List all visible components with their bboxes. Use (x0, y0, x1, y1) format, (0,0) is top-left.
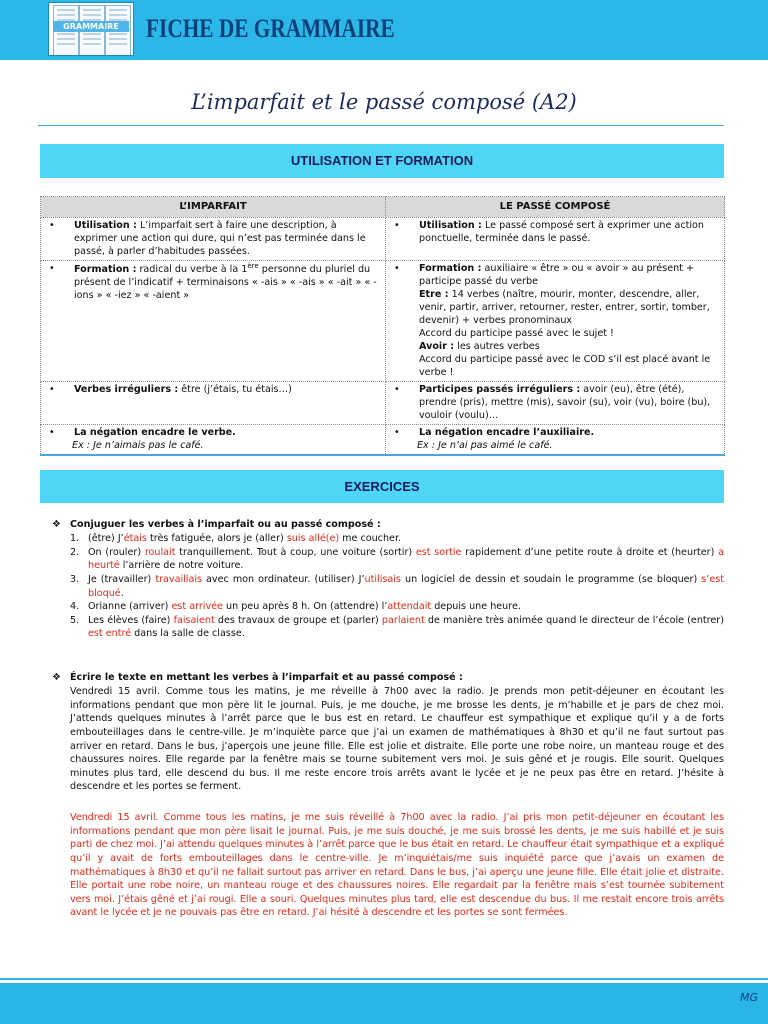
exercise-2 (52, 671, 724, 920)
answer-verb: travaillais (155, 574, 202, 586)
exercise-item-text (88, 573, 724, 600)
exercise-text-fragment: de manière très animée quand le directeur de l’école (entrer) (424, 614, 724, 626)
answer-verb: est entré (88, 628, 132, 640)
imparfait-negation: La négation encadre le verbe. (74, 427, 236, 439)
footer-bar (0, 983, 768, 1024)
exercise-2-instruction (52, 671, 724, 685)
answer-verb: attendait (387, 601, 432, 613)
exercise-1-list (52, 532, 724, 641)
table-row-utilisation (41, 217, 725, 260)
exercise-text-fragment: depuis une heure. (431, 601, 521, 613)
exercise-item (52, 600, 724, 614)
passe-compose-irreguliers: Participes passés irréguliers : avoir (eu), être (été), prendre (pris), mettre (mis), savoir (su), voir (vu), boire (bu), vouloir (voulu)… (419, 384, 711, 422)
diamond-bullet-icon: ❖ (52, 672, 61, 683)
table-cell (386, 382, 725, 425)
footer-divider (0, 978, 768, 980)
exercise-item-text (88, 614, 724, 641)
exercise-text-fragment: des travaux de groupe et (parler) (214, 614, 382, 626)
exercise-1-instruction-text: Conjuguer les verbes à l’imparfait ou au passé composé : (70, 519, 381, 530)
author-initials: MG (739, 991, 758, 1004)
title-divider (38, 125, 724, 126)
bullet: • (49, 427, 55, 439)
table-row-negation (41, 425, 725, 456)
bullet: • (49, 262, 55, 274)
passe-compose-formation: Formation : auxiliaire « être » ou « avoir » au présent + participe passé du verbe Etre : 14 verbes (naître, mourir, monter, descendre, aller, venir, partir, arriver, retourner, rester, entrer, sortir, tomber, devenir) + verbes pronominaux Accord du participe passé avec le sujet ! Avoir : les autres verbes Accord du participe passé avec le COD s’il est placé avant le verbe ! (419, 262, 711, 379)
exercise-2-text: Vendredi 15 avril. Comme tous les matins, je me réveille à 7h00 avec la radio. Je prends mon petit-déjeuner en écoutant les informations pendant que mon père lit le journal. Puis, je me douche, je me brosse les dents, je m’habille et je pars de chez moi. J’attends quelques minutes à l’arrêt parce que le bus est en retard. Le chauffeur est sympathique et explique qu’il y a de forts embouteillages dans le centre-ville. Je m’inquiète parce que j’ai un examen de mathématiques à 8h30 et qu’il ne faut surtout pas arriver en retard. Dans le bus, j’aperçois une jeune fille. Elle est jolie et distraite. Elle porte une robe noire, un manteau rouge et des chaussures noires. Elle regarde par la fenêtre mais se tourne subitement vers moi. Je suis gêné et je rougis. Elle sourit. Quelques minutes plus tard, elle descend du bus. Il me reste encore trois arrêts avant le lycée et je ne peux pas être en retard. J’hésite à descendre et les portes se ferment. (70, 686, 724, 793)
bullet: • (394, 219, 400, 231)
bullet: • (394, 427, 400, 439)
column-header-passe-compose: LE PASSÉ COMPOSÉ (386, 197, 725, 218)
imparfait-utilisation: Utilisation : L’imparfait sert à faire une description, à exprimer une action qui dure, qui n’est pas terminée dans le passé, à parler d’habitudes passées. (74, 219, 366, 257)
column-header-imparfait: L’IMPARFAIT (41, 197, 386, 218)
section-band-exercices: EXERCICES (40, 470, 724, 503)
table-row-irreguliers (41, 382, 725, 425)
exercise-text-fragment: tranquillement. Tout à coup, une voiture (sortir) (175, 546, 416, 558)
imparfait-formation: Formation : radical du verbe à la 1ère personne du pluriel du présent de l’indicatif + terminaisons « -ais » « -ais » « -ait » « -ions » « -iez » « -aient » (74, 261, 377, 302)
exercise-text-fragment: avec mon ordinateur. (utiliser) J’ (202, 574, 365, 586)
exercise-item-number: 3. (70, 574, 80, 586)
exercise-item (52, 573, 724, 600)
exercise-text-fragment: rapidement d’une petite route à droite et (heurter) (461, 546, 719, 558)
exercise-text-fragment: dans la salle de classe. (131, 628, 245, 640)
logo-text: GRAMMAIRE (53, 21, 129, 32)
bullet: • (394, 384, 400, 396)
exercise-2-instruction-text: Écrire le texte en mettant les verbes à l’imparfait et au passé composé : (70, 672, 463, 683)
answer-verb: a heurté (88, 546, 724, 572)
table-cell (386, 425, 725, 456)
exercise-text-fragment: Les élèves (faire) (88, 614, 174, 626)
header-bar (0, 0, 768, 60)
answer-verb: est sortie (415, 546, 462, 558)
exercise-text-fragment: Je (travailler) (88, 574, 156, 586)
exercise-1-instruction (52, 518, 724, 532)
answer-verb: s’est bloqué (88, 574, 725, 599)
exercise-text-fragment: . (120, 587, 124, 599)
exercise-text-fragment: un peu après 8 h. On (attendre) l’ (222, 601, 388, 613)
exercise-item (52, 546, 724, 573)
bullet: • (394, 262, 400, 274)
exercise-text-fragment: (être) J’ (88, 533, 124, 545)
bullet: • (49, 384, 55, 396)
table-cell (41, 217, 386, 260)
passe-compose-negation: La négation encadre l’auxiliaire. (419, 427, 595, 439)
exercise-text-fragment: un logiciel de dessin et soudain le programme (se bloquer) (400, 574, 702, 586)
imparfait-irreguliers: Verbes irréguliers : être (j’étais, tu étais…) (74, 384, 292, 396)
exercise-item (52, 614, 724, 641)
exercise-item-number: 2. (70, 546, 80, 558)
table-cell (386, 260, 725, 381)
answer-verb: parlaient (381, 614, 425, 626)
exercise-text-fragment: me coucher. (339, 533, 402, 545)
table-cell (41, 425, 386, 456)
answer-verb: utilisais (364, 574, 401, 586)
table-cell (41, 260, 386, 381)
exercise-1 (52, 518, 724, 641)
imparfait-negation-example: Ex : Je n’aimais pas le café. (72, 440, 204, 452)
answer-verb: suis allé(e) (286, 533, 340, 545)
passe-compose-negation-example: Ex : Je n’ai pas aimé le café. (417, 440, 553, 452)
exercise-text-fragment: très fatiguée, alors je (aller) (146, 533, 287, 545)
sheet-thumbnail (53, 29, 79, 56)
grammar-table (40, 196, 725, 456)
table-header-row (41, 197, 725, 218)
table-cell (386, 217, 725, 260)
passe-compose-utilisation: Utilisation : Le passé composé sert à exprimer une action ponctuelle, terminée dans le passé. (419, 219, 704, 244)
section-band-utilisation: UTILISATION ET FORMATION (40, 144, 724, 178)
bullet: • (49, 219, 55, 231)
exercise-text-fragment: l’arrière de notre voiture. (119, 560, 244, 572)
answer-verb: étais (123, 533, 147, 545)
exercise-text-fragment: On (rouler) (88, 546, 145, 558)
diamond-bullet-icon: ❖ (52, 519, 61, 530)
table-cell (41, 382, 386, 425)
answer-verb: faisaient (173, 614, 215, 626)
exercise-item (52, 532, 724, 546)
exercise-item-number: 1. (70, 533, 80, 545)
document-title: L’imparfait et le passé composé (A2) (191, 90, 577, 114)
exercise-text-fragment: Orianne (arriver) (88, 601, 172, 613)
table-row-formation (41, 260, 725, 381)
answer-verb: roulait (144, 546, 176, 558)
sheet-thumbnail (79, 29, 105, 56)
exercise-item-text (88, 532, 724, 546)
grammar-logo (48, 2, 134, 56)
exercise-2-answer: Vendredi 15 avril. Comme tous les matins, je me suis réveillé à 7h00 avec la radio. J’ai pris mon petit-déjeuner en écoutant les informations pendant que mon père lisait le journal. Puis, je me suis douché, je me suis brossé les dents, je me suis habillé et je suis parti de chez moi. J’ai attendu quelques minutes à l’arrêt parce que le bus était en retard. Le chauffeur était sympathique et a expliqué qu’il y avait de forts embouteillages dans le centre-ville. Je m’inquiétais/me suis inquiété parce que j’avais un examen de mathématiques à 8h30 et qu’il ne fallait surtout pas arriver en retard. Dans le bus, j’ai aperçu une jeune fille. Elle était jolie et distraite. Elle portait une robe noire, un manteau rouge et des chaussures noires. Elle regardait par la fenêtre mais s’est tournée subitement vers moi. J’étais gêné et j’ai rougi. Elle a souri. Quelques minutes plus tard, elle est descendue du bus. Il me restait encore trois arrêts avant le lycée et je ne pouvais pas être en retard. J’ai hésité à descendre et les portes se sont fermées. (70, 812, 724, 919)
answer-verb: est arrivée (171, 601, 223, 613)
exercise-item-number: 4. (70, 601, 80, 613)
exercise-item-text (88, 600, 724, 614)
header-title: FICHE DE GRAMMAIRE (146, 14, 395, 43)
exercise-item-text (88, 546, 724, 573)
exercise-item-number: 5. (70, 614, 80, 626)
sheet-thumbnail (105, 29, 131, 56)
